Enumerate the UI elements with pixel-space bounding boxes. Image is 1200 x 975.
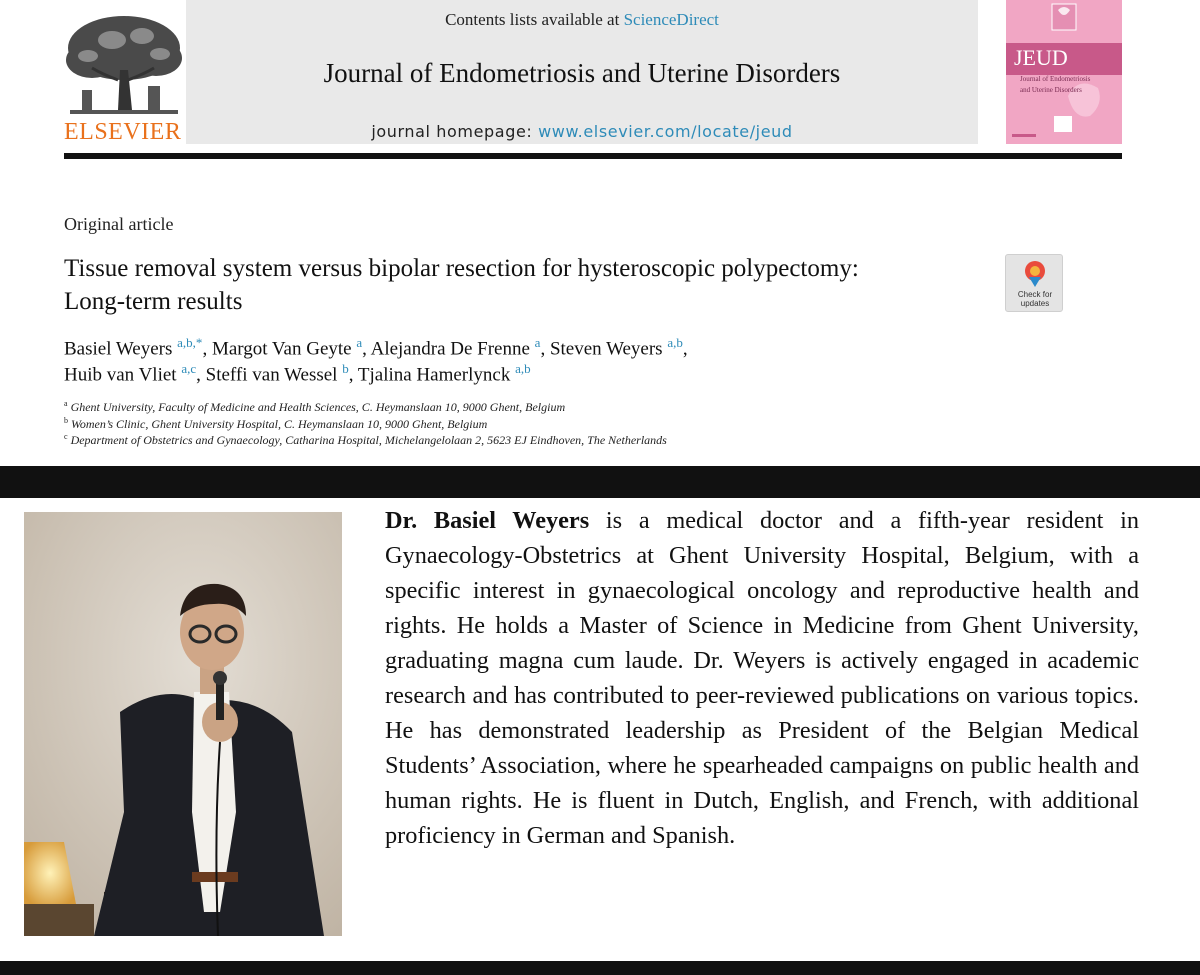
- author-separator: ,: [202, 338, 212, 360]
- author-affiliation-marker[interactable]: a,c: [181, 361, 197, 376]
- contents-prefix: Contents lists available at: [445, 10, 624, 29]
- cover-abbrev: JEUD: [1014, 45, 1068, 70]
- crossmark-icon: [1024, 260, 1046, 288]
- bio-text: is a medical doctor and a fifth-year resident in Gynaecology-Obstetrics at Ghent University Hospital, Belgium, with a specific interest in gynaecological oncology and reproductive health and rights. He holds a Master of Science in Medicine from Ghent University, graduating magna cum laude. Dr. Weyers is actively engaged in academic research and has contributed to peer-reviewed publications on various topics. He has demonstrated leadership as President of the Belgian Medical Students’ Association, where he spearheaded campaigns on public health and human rights. He is fluent in Dutch, English, and French, with additional proficiency in German and Spanish.: [385, 507, 1140, 849]
- article-header-section: [0, 0, 1200, 466]
- author-separator: ,: [362, 338, 371, 360]
- author-affiliation-marker[interactable]: a: [534, 335, 541, 350]
- contents-line: [186, 10, 978, 30]
- author-affiliation-marker[interactable]: a,b,*: [177, 335, 203, 350]
- author-name[interactable]: Basiel Weyers: [64, 338, 173, 360]
- affiliation-key: b: [64, 416, 68, 425]
- article-type: Original article: [64, 214, 174, 234]
- author-affiliation-marker[interactable]: b: [342, 361, 349, 376]
- journal-title: Journal of Endometriosis and Uterine Disorders: [323, 58, 841, 88]
- author-affiliation-marker[interactable]: a,b: [515, 361, 531, 376]
- author-affiliation-marker[interactable]: a: [356, 335, 363, 350]
- author-separator: ,: [540, 338, 550, 360]
- author-separator: ,: [682, 338, 688, 360]
- author-affiliation-marker[interactable]: a,b: [667, 335, 683, 350]
- author-name[interactable]: Tjalina Hamerlynck: [357, 364, 511, 386]
- journal-banner: [186, 0, 978, 144]
- screenshot-bottom-band: [0, 961, 1200, 975]
- author-bio-paragraph: [385, 503, 1139, 853]
- author-separator: ,: [348, 364, 358, 386]
- author-photo: [24, 512, 342, 936]
- author-name[interactable]: Huib van Vliet: [64, 364, 177, 386]
- author-name[interactable]: Steven Weyers: [549, 338, 663, 360]
- author-list-line-2: [64, 361, 531, 386]
- homepage-prefix: journal homepage:: [371, 122, 539, 141]
- author-name[interactable]: Steffi van Wessel: [205, 364, 338, 386]
- article-title: Tissue removal system versus bipolar resection for hysteroscopic polypectomy: Long-term results: [64, 255, 859, 315]
- homepage-line: [186, 122, 978, 141]
- screenshot-separator-band: [0, 466, 1200, 498]
- affiliation-key: c: [64, 432, 68, 441]
- affiliation-key: a: [64, 399, 68, 408]
- journal-cover-thumbnail[interactable]: [1006, 0, 1122, 144]
- affiliation-c: [64, 432, 667, 448]
- crossmark-label: Check for updates: [1017, 290, 1053, 308]
- author-photo-image: [24, 512, 342, 936]
- affiliation-text: Department of Obstetrics and Gynaecology, Catharina Hospital, Michelangelolaan 2, 5623 EJ Eindhoven, The Netherlands: [70, 433, 667, 447]
- cover-subtitle-line2: and Uterine Disorders: [1020, 86, 1082, 94]
- author-name[interactable]: Margot Van Geyte: [211, 338, 352, 360]
- affiliation-b: [64, 416, 487, 432]
- bio-author-name: Dr. Basiel Weyers: [385, 507, 590, 534]
- header-divider: [64, 153, 1122, 159]
- affiliation-text: Ghent University, Faculty of Medicine and Health Sciences, C. Heymanslaan 10, 9000 Ghent, Belgium: [70, 400, 566, 414]
- sciencedirect-link[interactable]: ScienceDirect: [623, 10, 719, 29]
- publisher-wordmark: ELSEVIER: [64, 119, 182, 145]
- author-bio-section: [0, 498, 1200, 961]
- affiliation-a: [64, 399, 565, 415]
- check-for-updates-button[interactable]: [1005, 254, 1063, 312]
- homepage-link[interactable]: www.elsevier.com/locate/jeud: [538, 122, 793, 141]
- cover-subtitle-line1: Journal of Endometriosis: [1020, 75, 1091, 83]
- author-list-line-1: [64, 335, 688, 360]
- affiliation-text: Women’s Clinic, Ghent University Hospital, C. Heymanslaan 10, 9000 Ghent, Belgium: [71, 417, 488, 431]
- author-name[interactable]: Alejandra De Frenne: [370, 338, 530, 360]
- author-separator: ,: [196, 364, 206, 386]
